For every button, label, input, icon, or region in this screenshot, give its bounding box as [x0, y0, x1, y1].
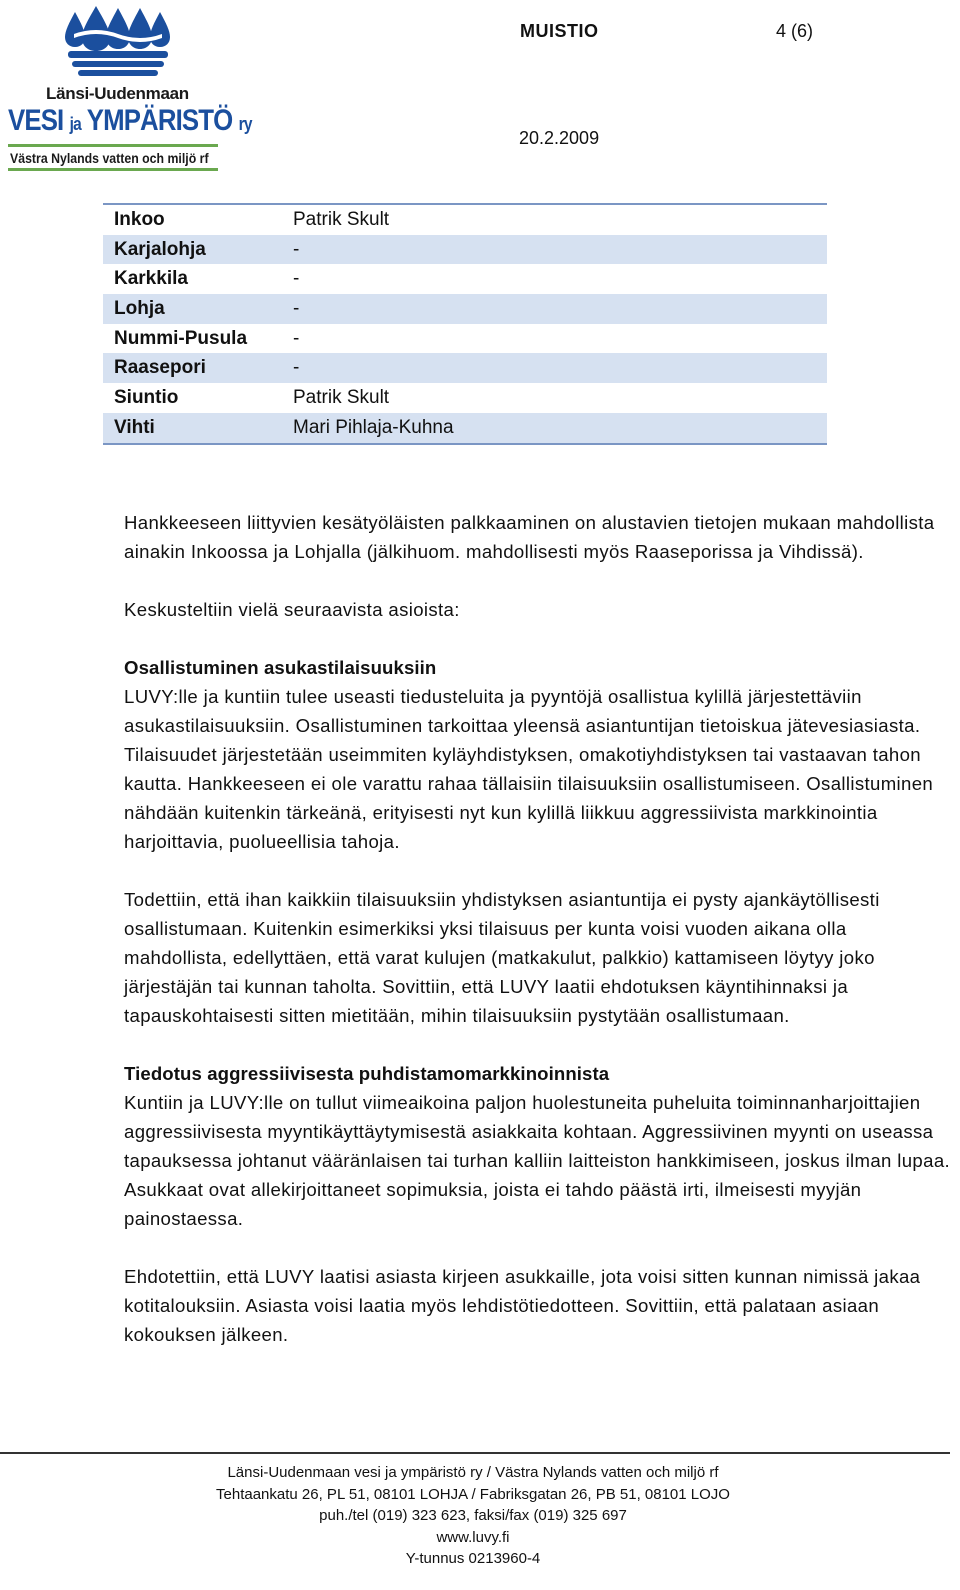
organization-logo: [8, 4, 252, 174]
section-heading-aggressive-marketing: Tiedotus aggressiivisesta puhdistamomarkkinoinnista: [124, 1063, 610, 1084]
person-cell: Mari Pihlaja-Kuhna: [282, 413, 827, 444]
document-date: 20.2.2009: [519, 128, 600, 148]
logo-line3: Västra Nylands vatten och miljö rf: [10, 150, 209, 166]
person-cell: -: [282, 353, 827, 383]
logo-word-ja: ja: [69, 114, 81, 134]
municipality-cell: Raasepori: [103, 353, 282, 383]
municipality-cell: Karkkila: [114, 268, 188, 290]
logo-word-ry: ry: [238, 114, 252, 134]
municipality-cell: Lohja: [103, 294, 282, 324]
person-cell: -: [293, 268, 300, 290]
municipality-cell: Karjalohja: [103, 235, 282, 265]
logo-line1: Länsi-Uudenmaan: [46, 84, 189, 103]
paragraph-resident-events: LUVY:lle ja kuntiin tulee useasti tiedusteluita ja pyyntöjä osallistua kylillä järjestettäviin asukastilaisuuksiin. Osallistuminen tarkoittaa yleensä asiantuntijan tietoiskua jätevesiasiasta. Tilaisuudet järjestetään useimmiten kyläyhdistyksen, omakotiyhdistyksen tai vastaavan tahon kautta. Hankkeeseen ei ole varattu rahaa tällaisiin tilaisuuksiin osallistumiseen. Osallistuminen nähdään kuitenkin tärkeänä, erityisesti nyt kun kylillä liikkuu aggressiivista markkinointia harjoittavia, puolueellisia tahoja.: [124, 686, 934, 852]
page-number: 4 (6): [776, 21, 814, 41]
logo-word-ymparisto: YMPÄRISTÖ: [86, 104, 233, 137]
table-row: [103, 294, 827, 324]
municipality-cell: Vihti: [103, 413, 282, 444]
footer-phone: puh./tel (019) 323 623, faksi/fax (019) 325 697: [319, 1507, 627, 1524]
water-drops-icon: [8, 4, 218, 84]
person-cell: -: [282, 294, 827, 324]
table-row: [103, 383, 827, 413]
contacts-table: [103, 203, 827, 445]
municipality-cell: Inkoo: [114, 208, 165, 230]
logo-word-vesi: VESI: [8, 104, 64, 137]
paragraph-resident-events-decision: Todettiin, että ihan kaikkiin tilaisuuksiin yhdistyksen asiantuntija ei pysty ajankäytöllisesti osallistumaan. Kuitenkin esimerkiksi yksi tilaisuus per kunta voisi vuoden aikana olla mahdollista, edellyttäen, että varat kulujen (matkakulut, palkkio) kattamiseen löytyy joko järjestäjän tai kunnan taholta. Sovittiin, että LUVY laatii ehdotuksen käyntihinnaksi ja tapauskohtaisesti sitten mietitään, mihin tilaisuuksiin pystytään osallistumaan.: [124, 889, 880, 1026]
footer-business-id: Y-tunnus 0213960-4: [405, 1550, 541, 1567]
footer-website: www.luvy.fi: [436, 1528, 510, 1546]
municipality-cell: Nummi-Pusula: [114, 327, 248, 349]
table-row: [103, 353, 827, 383]
person-cell: Patrik Skult: [293, 386, 390, 408]
section-heading-resident-events: Osallistuminen asukastilaisuuksiin: [124, 657, 437, 678]
footer: [0, 1462, 946, 1570]
paragraph-aggressive-marketing-decision: Ehdotettiin, että LUVY laatisi asiasta kirjeen asukkaille, jota voisi sitten kunnan nimissä jakaa kotitalouksiin. Asiasta voisi laatia myös lehdistötiedotteen. Sovittiin, että palataan asiaan kokouksen jälkeen.: [124, 1266, 921, 1345]
memo-body: [124, 508, 954, 1349]
footer-address: Tehtaankatu 26, PL 51, 08101 LOHJA / Fabriksgatan 26, PB 51, 08101 LOJO: [216, 1485, 730, 1503]
table-row: [103, 235, 827, 265]
logo-divider-bottom: [8, 168, 218, 171]
table-row: [103, 324, 827, 354]
table-row: [103, 413, 827, 444]
document-type: MUISTIO: [520, 21, 599, 41]
person-cell: Patrik Skult: [293, 208, 390, 230]
person-cell: -: [282, 235, 827, 265]
paragraph-summer-workers: Hankkeeseen liittyvien kesätyöläisten palkkaaminen on alustavien tietojen mukaan mahdollista ainakin Inkoossa ja Lohjalla (jälkihuom. mahdollisesti myös Raaseporissa ja Vihdissä).: [124, 512, 935, 562]
table-row: [103, 204, 827, 235]
person-cell: -: [293, 327, 300, 349]
footer-org-name: Länsi-Uudenmaan vesi ja ympäristö ry / Västra Nylands vatten och miljö rf: [227, 1464, 719, 1481]
footer-divider: [0, 1452, 950, 1454]
paragraph-discussion-intro: Keskusteltiin vielä seuraavista asioista:: [124, 599, 460, 620]
logo-wordmark: [8, 104, 252, 138]
paragraph-aggressive-marketing: Kuntiin ja LUVY:lle on tullut viimeaikoina paljon huolestuneita puheluita toiminnanharjoittajien aggressiivisesta myyntikäyttäytymisestä asiakkaita kohtaan. Aggressiivinen myynti on useassa tapauksessa johtanut vääränlaisen tai turhan kalliin laitteiston hankkimiseen, joskus ilman lupaa. Asukkaat ovat allekirjoittaneet sopimuksia, joista ei tahdo päästä irti, ilmeisesti myyjän painostaessa.: [124, 1092, 951, 1229]
logo-divider: [8, 144, 218, 147]
table-row: [103, 264, 827, 294]
municipality-cell: Siuntio: [114, 386, 179, 408]
